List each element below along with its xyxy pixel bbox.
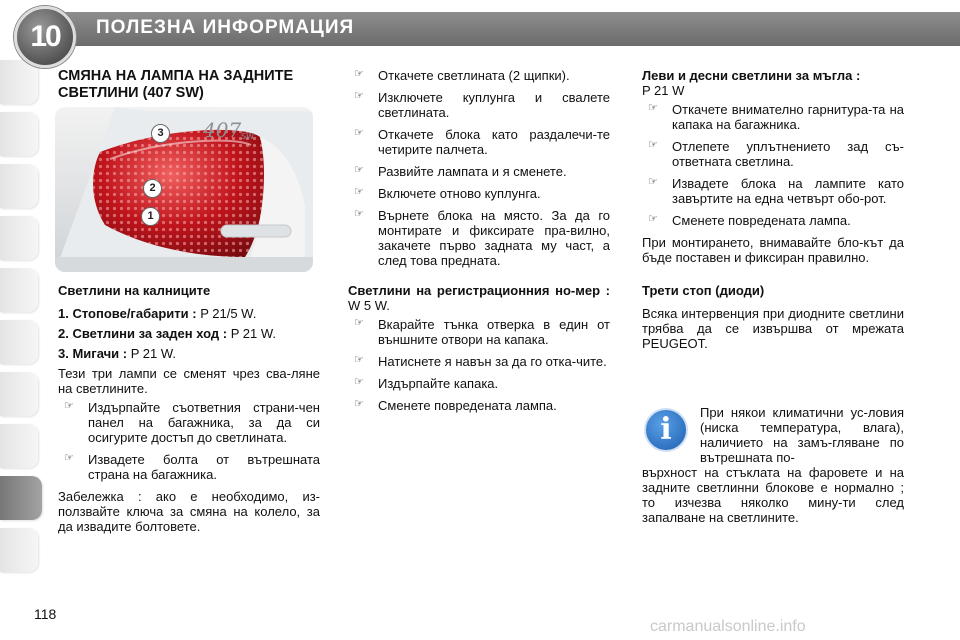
pointing-hand-icon: ☞ bbox=[648, 176, 658, 188]
list-item bbox=[348, 398, 610, 413]
note: При монтирането, внимавайте бло-кът да бъде поставен и фиксиран правилно. bbox=[642, 235, 904, 265]
page-number: 118 bbox=[34, 606, 57, 622]
paragraph: Тези три лампи се сменят чрез сва-ляне на светлините. bbox=[58, 366, 320, 396]
plate-lights-section bbox=[348, 283, 610, 420]
lamp-spec-item bbox=[58, 306, 320, 321]
list-item bbox=[58, 400, 320, 445]
pointing-hand-icon: ☞ bbox=[648, 139, 658, 151]
info-text-bottom: върхност на стъклата на фаровете и на задните светлинни блокове е нормално ; то изчезва няколко мину-ти след запалване на светлините. bbox=[642, 465, 904, 525]
chapter-tab[interactable] bbox=[0, 268, 38, 312]
lamp-spec-item bbox=[58, 346, 320, 361]
list-item-text: Откачете светлината (2 щипки). bbox=[378, 68, 570, 83]
chapter-tab[interactable] bbox=[0, 424, 38, 468]
fender-lights-section bbox=[58, 283, 320, 534]
instruction-list bbox=[348, 317, 610, 413]
pointing-hand-icon: ☞ bbox=[354, 68, 364, 80]
list-item-text: Изключете куплунга и свалете светлината. bbox=[378, 90, 610, 120]
instruction-list bbox=[58, 400, 320, 482]
section-subheading: Светлини на калниците bbox=[58, 283, 211, 298]
pointing-hand-icon: ☞ bbox=[354, 127, 364, 139]
section-subheading: Трети стоп (диоди) bbox=[642, 283, 765, 298]
list-item-text: Сменете повредената лампа. bbox=[672, 213, 851, 228]
list-item bbox=[348, 317, 610, 347]
chapter-tab[interactable] bbox=[0, 320, 38, 364]
list-item-text: Развийте лампата и я сменете. bbox=[378, 164, 567, 179]
list-item-text: Включете отново куплунга. bbox=[378, 186, 541, 201]
section-heading: СМЯНА НА ЛАМПА НА ЗАДНИТЕ СВЕТЛИНИ (407 SW) bbox=[58, 68, 294, 101]
pointing-hand-icon: ☞ bbox=[354, 317, 364, 329]
list-item bbox=[348, 68, 610, 83]
column-2 bbox=[348, 68, 610, 275]
list-item-text: Издърпайте капака. bbox=[378, 376, 499, 391]
list-item bbox=[348, 90, 610, 120]
list-item bbox=[348, 186, 610, 201]
chapter-tab[interactable] bbox=[0, 372, 38, 416]
callout-1: 1 bbox=[141, 207, 160, 226]
list-item-text: Извадете болта от вътрешната страна на багажника. bbox=[88, 452, 320, 482]
lamp-spec-label: 3. Мигачи : bbox=[58, 346, 128, 361]
pointing-hand-icon: ☞ bbox=[354, 186, 364, 198]
chapter-tab[interactable] bbox=[0, 164, 38, 208]
list-item-text: Извадете блока на лампите като завъртите на една четвърт обо-рот. bbox=[672, 176, 904, 206]
page-title: ПОЛЕЗНА ИНФОРМАЦИЯ bbox=[96, 17, 355, 38]
lamp-spec-label: 2. Светлини за заден ход : bbox=[58, 326, 228, 341]
list-item-text: Отлепете уплътнението зад съ-ответната светлина. bbox=[672, 139, 904, 169]
lamp-spec-label: 1. Стопове/габарити : bbox=[58, 306, 197, 321]
callout-2: 2 bbox=[143, 179, 162, 198]
rear-light-illustration bbox=[55, 107, 313, 272]
list-item-text: Върнете блока на място. За да го монтирате и фиксирате пра-вилно, закачете първо задната му част, а след това предната. bbox=[378, 208, 610, 268]
list-item bbox=[642, 102, 904, 132]
chapter-number: 10 bbox=[30, 20, 60, 53]
pointing-hand-icon: ☞ bbox=[354, 208, 364, 220]
list-item-text: Откачете блока като раздалечи-те четирите палчета. bbox=[378, 127, 610, 157]
column-1 bbox=[58, 68, 320, 102]
chapter-tab[interactable] bbox=[0, 528, 38, 572]
list-item bbox=[348, 354, 610, 369]
info-text-top: При някои климатични ус-ловия (ниска температура, влага), наличието на замъ-гляване по вътрешната по- bbox=[700, 405, 904, 465]
chapter-tab-active[interactable] bbox=[0, 476, 42, 520]
pointing-hand-icon: ☞ bbox=[648, 102, 658, 114]
boot-lights-section bbox=[642, 68, 904, 265]
note: Забележка : ако е необходимо, из-ползвайте ключа за смяна на колело, за да извадите болтовете. bbox=[58, 489, 320, 534]
pointing-hand-icon: ☞ bbox=[64, 400, 74, 412]
section-subheading-title: Светлини на регистрационния но-мер : bbox=[348, 283, 610, 298]
svg-text:SW: SW bbox=[241, 132, 254, 141]
lamp-spec-value: P 21 W. bbox=[230, 326, 277, 341]
list-item bbox=[348, 376, 610, 391]
chapter-tab[interactable] bbox=[0, 112, 38, 156]
info-icon: i bbox=[644, 408, 688, 452]
svg-text:407: 407 bbox=[203, 118, 242, 142]
lamp-spec-value: P 21 W. bbox=[130, 346, 176, 361]
chapter-number-badge bbox=[14, 6, 76, 68]
instruction-list bbox=[348, 68, 610, 268]
list-item-text: Вкарайте тънка отверка в един от външните отвори на капака. bbox=[378, 317, 610, 347]
list-item bbox=[58, 452, 320, 482]
list-item bbox=[642, 176, 904, 206]
instruction-list bbox=[642, 102, 904, 228]
paragraph: Всяка интервенция при диодните светлини трябва да се извършва от мрежата PEUGEOT. bbox=[642, 306, 904, 351]
list-item-text: Сменете повредената лампа. bbox=[378, 398, 557, 413]
section-subheading: Леви и десни светлини за мъгла : bbox=[642, 68, 861, 83]
list-item-text: Откачете внимателно гарнитура-та на капака на багажника. bbox=[672, 102, 904, 132]
pointing-hand-icon: ☞ bbox=[354, 354, 364, 366]
list-item-text: Натиснете я навън за да го отка-чите. bbox=[378, 354, 607, 369]
chapter-tab[interactable] bbox=[0, 216, 38, 260]
pointing-hand-icon: ☞ bbox=[354, 90, 364, 102]
list-item bbox=[348, 208, 610, 268]
list-item bbox=[642, 139, 904, 169]
list-item bbox=[348, 164, 610, 179]
lamp-spec-value: P 21 W bbox=[642, 83, 685, 98]
lamp-spec-value: W 5 W. bbox=[348, 298, 390, 313]
third-stop-section bbox=[642, 283, 904, 351]
rear-light-photo bbox=[55, 107, 313, 272]
callout-3: 3 bbox=[151, 124, 170, 143]
chapter-tab[interactable] bbox=[0, 60, 38, 104]
watermark: carmanualsonline.info bbox=[650, 618, 806, 635]
list-item bbox=[348, 127, 610, 157]
pointing-hand-icon: ☞ bbox=[354, 164, 364, 176]
lamp-spec-item bbox=[58, 326, 320, 341]
pointing-hand-icon: ☞ bbox=[64, 452, 74, 464]
section-subheading bbox=[348, 283, 610, 313]
pointing-hand-icon: ☞ bbox=[354, 398, 364, 410]
list-item-text: Издърпайте съответния страни-чен панел на багажника, за да си осигурите достъп до светлината. bbox=[88, 400, 320, 445]
pointing-hand-icon: ☞ bbox=[354, 376, 364, 388]
list-item bbox=[642, 213, 904, 228]
chapter-tabs bbox=[0, 60, 40, 575]
pointing-hand-icon: ☞ bbox=[648, 213, 658, 225]
lamp-spec-value: P 21/5 W. bbox=[200, 306, 257, 321]
